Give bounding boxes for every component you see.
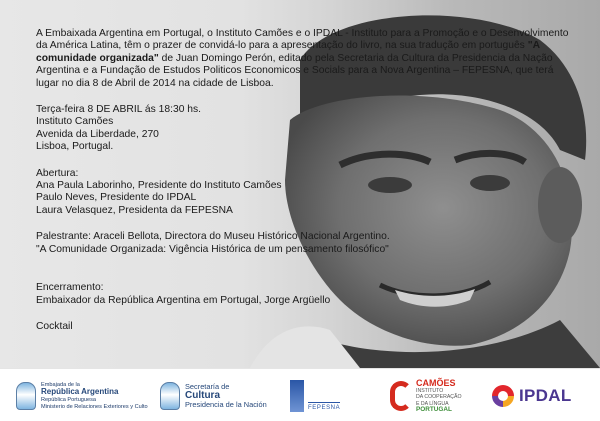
embassy-line2: República Argentina <box>41 387 119 397</box>
intro-text-1: A Embaixada Argentina em Portugal, o Instituto Camões e o IPDAL - Instituto para a Promoção e o Desenvolvimento da América Latina, têm o prazer de convidá-lo para a apresentação do livro, na sua tradução em português <box>36 28 569 52</box>
event-city: Lisboa, Portugal. <box>36 141 114 153</box>
argentina-crest-icon <box>160 382 180 410</box>
camoes-line5: PORTUGAL <box>416 405 452 413</box>
cultura-line1: Secretaría de <box>185 381 230 391</box>
fepesna-name: FEPESNA <box>308 402 340 411</box>
opening-heading: Abertura: <box>36 167 79 179</box>
opening-speaker: Ana Paula Laborinho, Presidente do Instituto Camões <box>36 180 282 192</box>
camoes-line4: E DA LÍNGUA <box>416 400 449 407</box>
embassy-line3: República Portuguesa <box>41 397 97 403</box>
event-datetime: Terça-feira 8 DE ABRIL ás 18:30 hs. <box>36 104 202 116</box>
intro-text-2: de Juan Domingo Perón, editado pela Secretaria da Cultura da Presidencia da Nação Argentina e a Fundação de Estudos Politicos Economicos e Socials para a Nova Argentina – FEPESNA, que terá lugar no dia 8 de Abril de 2014 na cidade de Lisboa. <box>36 52 554 89</box>
ipdal-ring-icon <box>492 385 514 407</box>
embassy-logo <box>16 377 148 415</box>
talk-title: "A Comunidade Organizada: Vigência Histórica de um pensamento filosófico" <box>36 243 389 255</box>
closing-heading: Encerramento: <box>36 282 104 294</box>
camoes-c-icon <box>390 381 412 411</box>
embassy-line1: Embajada de la <box>41 381 80 388</box>
cultura-logo <box>160 377 267 415</box>
fepesna-logo <box>290 377 340 415</box>
opening-speaker: Paulo Neves, Presidente do IPDAL <box>36 192 197 204</box>
cocktail-text: Cocktail <box>36 320 73 332</box>
ipdal-logo <box>492 377 572 415</box>
invitation-text <box>36 28 576 333</box>
camoes-line3: DA COOPERAÇÃO <box>416 394 462 401</box>
camoes-logo <box>390 377 462 415</box>
embassy-line4: Ministerio de Relaciones Exteriores y Culto <box>41 403 148 410</box>
camoes-line2: INSTITUTO <box>416 388 444 395</box>
ipdal-name: IPDAL <box>519 386 572 405</box>
book-title: "A comunidade organizada" <box>36 40 540 64</box>
talk-speaker: Palestrante: Araceli Bellota, Directora do Museu Histórico Nacional Argentino. <box>36 231 390 243</box>
cultura-line3: Presidencia de la Nación <box>185 400 267 409</box>
event-venue: Instituto Camões <box>36 116 114 128</box>
fepesna-mark-icon <box>290 380 304 412</box>
event-street: Avenida da Liberdade, 270 <box>36 128 159 140</box>
camoes-line1: CAMÕES <box>416 378 456 389</box>
closing-speaker: Embaixador da República Argentina em Portugal, Jorge Argüello <box>36 294 331 306</box>
sponsor-logos <box>0 368 600 421</box>
opening-speaker: Laura Velasquez, Presidenta da FEPESNA <box>36 204 233 216</box>
argentina-crest-icon <box>16 382 36 410</box>
cultura-line2: Cultura <box>185 390 220 401</box>
intro-paragraph <box>36 28 576 90</box>
